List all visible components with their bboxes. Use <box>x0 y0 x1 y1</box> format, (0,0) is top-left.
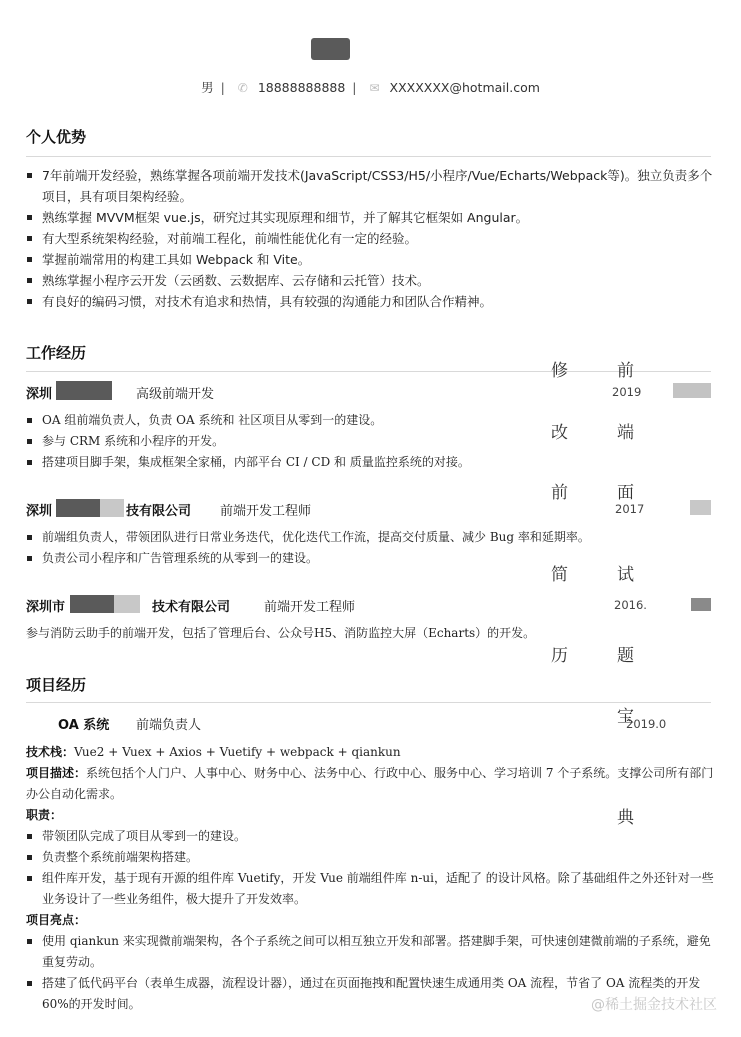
phone-icon: ✆ <box>237 81 248 95</box>
separator: | <box>220 80 225 95</box>
job-date: 2019 <box>612 385 642 399</box>
section-title-projects: 项目经历 <box>26 676 87 694</box>
watermark-char: 前 <box>551 483 568 503</box>
company-name: 深圳市 <box>26 600 66 615</box>
separator: | <box>352 80 357 95</box>
company-redaction <box>100 499 124 517</box>
stack-value: Vue2 + Vuex + Axios + Vuetify + webpack + qiankun <box>74 745 401 759</box>
list-item: 带领团队完成了项目从零到一的建设。 <box>26 826 716 847</box>
highlight-label: 项目亮点： <box>26 913 87 927</box>
project-stack <box>26 742 716 763</box>
job-header <box>26 596 356 615</box>
project-role: 前端负责人 <box>136 718 202 733</box>
company-name: 深圳 <box>26 504 53 519</box>
list-item: 组件库开发，基于现有开源的组件库 Vuetify，开发 Vue 前端组件库 n-ui，适配了 的设计风格。除了基础组件之外还针对一些业务设计了一些业务组件，极大提升了开发效率。 <box>26 868 716 910</box>
list-item: 熟练掌握小程序云开发（云函数、云数据库、云存储和云托管）技术。 <box>26 270 716 291</box>
watermark-char: 典 <box>617 808 634 828</box>
contact-line <box>0 78 741 96</box>
name-redaction <box>311 38 350 60</box>
list-item: 有大型系统架构经验，对前端工程化，前端性能优化有一定的经验。 <box>26 228 716 249</box>
gender: 男 <box>201 80 214 95</box>
phone-number: 18888888888 <box>257 80 346 95</box>
desc-value: 系统包括个人门户、人事中心、财务中心、法务中心、行政中心、服务中心、学习培训 7 个子系统。支撑公司所有部门办公自动化需求。 <box>26 766 714 801</box>
job-header <box>26 500 312 519</box>
section-title-advantages: 个人优势 <box>26 128 87 146</box>
watermark-char: 简 <box>551 565 568 585</box>
company-name: 深圳 <box>26 387 53 402</box>
date-redaction <box>691 598 711 611</box>
section-divider <box>26 371 711 372</box>
project-name: OA 系统 <box>58 718 110 733</box>
footer-watermark: @稀土掘金技术社区 <box>591 997 717 1013</box>
project-highlight-title <box>26 910 716 931</box>
company-redaction <box>70 595 114 613</box>
job-header <box>26 383 215 402</box>
list-item: 负责整个系统前端架构搭建。 <box>26 847 716 868</box>
company-redaction <box>114 595 140 613</box>
section-divider <box>26 702 711 703</box>
list-item: 掌握前端常用的构建工具如 Webpack 和 Vite。 <box>26 249 716 270</box>
mail-icon: ✉ <box>369 81 380 95</box>
list-item: 搭建项目脚手架，集成框架全家桶，内部平台 CI / CD 和 质量监控系统的对接。 <box>26 452 716 473</box>
company-redaction <box>56 381 112 400</box>
list-item: 前端组负责人，带领团队进行日常业务迭代，优化迭代工作流，提高交付质量、减少 Bug 率和延期率。 <box>26 527 716 548</box>
watermark-char: 修 <box>551 361 568 381</box>
date-redaction <box>690 500 711 515</box>
job-date: 2016. <box>614 598 647 612</box>
job-role: 高级前端开发 <box>136 387 215 402</box>
company-name-suffix: 技有限公司 <box>126 504 192 519</box>
desc-label: 项目描述： <box>26 766 87 780</box>
watermark-char: 题 <box>617 646 634 666</box>
project-duty-title <box>26 805 716 826</box>
list-item: 负责公司小程序和广告管理系统的从零到一的建设。 <box>26 548 716 569</box>
advantages-list <box>26 165 716 312</box>
job-date: 2017 <box>615 502 645 516</box>
watermark-char: 前 <box>617 361 634 381</box>
company-redaction <box>56 499 100 517</box>
date-redaction <box>673 383 711 398</box>
watermark-char: 端 <box>617 423 634 443</box>
watermark-char: 改 <box>551 423 568 443</box>
job-description: 参与消防云助手的前端开发，包括了管理后台、公众号H5、消防监控大屏（Echarts）的开发。 <box>26 626 536 640</box>
list-item: OA 组前端负责人，负责 OA 系统和 社区项目从零到一的建设。 <box>26 410 716 431</box>
job-role: 前端开发工程师 <box>264 600 356 615</box>
watermark-char: 面 <box>617 483 634 503</box>
duty-label: 职责： <box>26 808 63 822</box>
watermark-char: 试 <box>617 565 634 585</box>
section-title-work: 工作经历 <box>26 344 87 362</box>
stack-label: 技术栈： <box>26 745 75 759</box>
project-description <box>26 763 716 805</box>
list-item: 熟练掌握 MVVM框架 vue.js，研究过其实现原理和细节，并了解其它框架如 Angular。 <box>26 207 716 228</box>
job-role: 前端开发工程师 <box>220 504 312 519</box>
project-duties <box>26 826 716 910</box>
email-address: XXXXXXX@hotmail.com <box>389 80 540 95</box>
job-duties <box>26 410 716 473</box>
project-date: 2019.0 <box>626 717 667 731</box>
job-duties <box>26 527 716 569</box>
company-name-suffix: 技术有限公司 <box>152 600 231 615</box>
list-item: 使用 qiankun 来实现微前端架构，各个子系统之间可以相互独立开发和部署。搭建脚手架，可快速创建微前端的子系统，避免重复劳动。 <box>26 931 716 973</box>
watermark-char: 历 <box>551 646 568 666</box>
section-divider <box>26 156 711 157</box>
list-item: 7年前端开发经验，熟练掌握各项前端开发技术(JavaScript/CSS3/H5/小程序/Vue/Echarts/Webpack等)。独立负责多个项目，具有项目架构经验。 <box>26 165 716 207</box>
list-item: 搭建了低代码平台（表单生成器，流程设计器），通过在页面拖拽和配置快速生成通用类 OA 流程，节省了 OA 流程类的开发60%的开发时间。 <box>26 973 716 1015</box>
watermark-char: 宝 <box>617 707 634 727</box>
list-item: 有良好的编码习惯，对技术有追求和热情，具有较强的沟通能力和团队合作精神。 <box>26 291 716 312</box>
list-item: 参与 CRM 系统和小程序的开发。 <box>26 431 716 452</box>
